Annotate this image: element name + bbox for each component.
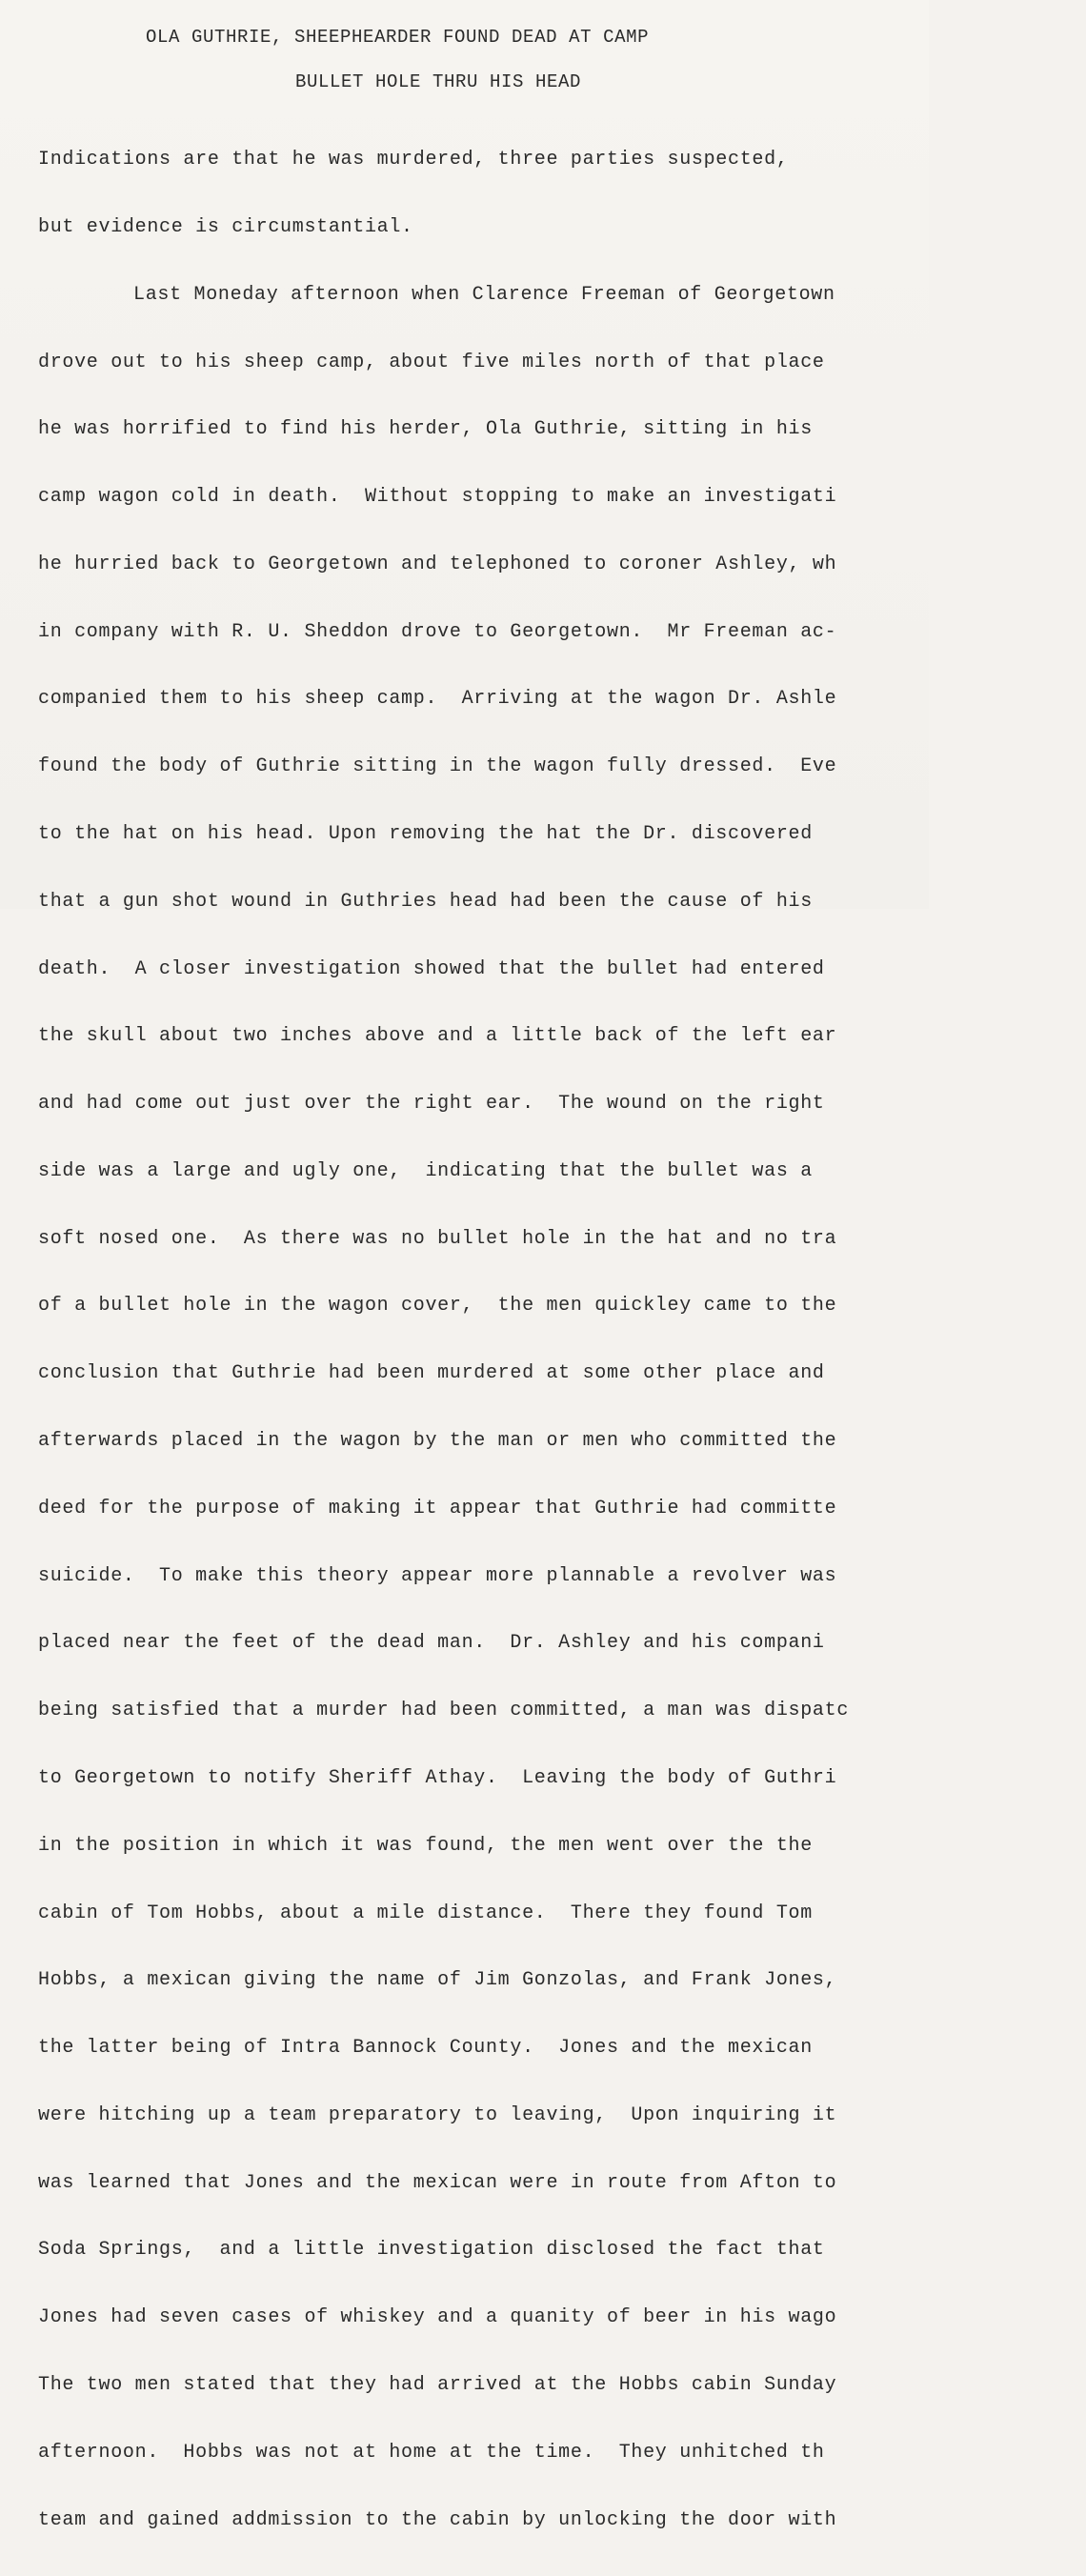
text-line: and had come out just over the right ear. The wound on the right <box>38 1093 825 1116</box>
text-line: afternoon. Hobbs was not at home at the time. They unhitched th <box>38 2441 825 2464</box>
text-line: being satisfied that a murder had been committed, a man was dispatc <box>38 1700 850 1722</box>
text-line: side was a large and ugly one, indicating that the bullet was a <box>38 1159 813 1182</box>
text-line: to the hat on his head. Upon removing the hat the Dr. discovered <box>38 823 813 845</box>
text-line: Jones had seven cases of whiskey and a quanity of beer in his wago <box>38 2306 837 2329</box>
text-line: found the body of Guthrie sitting in the wagon fully dressed. Eve <box>38 755 837 778</box>
text-line: he was horrified to find his herder, Ola Guthrie, sitting in his <box>38 418 813 441</box>
text-line: Last Moneday afternoon when Clarence Freeman of Georgetown <box>133 283 835 306</box>
text-line: companied them to his sheep camp. Arriving at the wagon Dr. Ashle <box>38 688 837 711</box>
text-line: the latter being of Intra Bannock County. Jones and the mexican <box>38 2037 813 2060</box>
text-line: afterwards placed in the wagon by the man or men who committed the <box>38 1430 837 1453</box>
text-line: deed for the purpose of making it appear that Guthrie had committe <box>38 1497 837 1519</box>
text-line: Hobbs, a mexican giving the name of Jim Gonzolas, and Frank Jones, <box>38 1969 837 1992</box>
text-line: cabin of Tom Hobbs, about a mile distance. There they found Tom <box>38 1902 813 1924</box>
text-line: Indications are that he was murdered, three parties suspected, <box>38 149 789 171</box>
text-line: placed near the feet of the dead man. Dr. Ashley and his compani <box>38 1632 825 1655</box>
text-line: death. A closer investigation showed that the bullet had entered <box>38 957 825 980</box>
text-line: of a bullet hole in the wagon cover, the men quickley came to the <box>38 1295 837 1318</box>
article-subheadline: BULLET HOLE THRU HIS HEAD <box>295 71 582 92</box>
text-line: Soda Springs, and a little investigation disclosed the fact that <box>38 2239 825 2262</box>
article-headline: OLA GUTHRIE, SHEEPHEARDER FOUND DEAD AT CAMP <box>146 27 650 48</box>
text-line: conclusion that Guthrie had been murdered at some other place and <box>38 1362 825 1385</box>
text-line: soft nosed one. As there was no bullet hole in the hat and no tra <box>38 1227 837 1250</box>
text-line: to Georgetown to notify Sheriff Athay. Leaving the body of Guthri <box>38 1766 837 1789</box>
text-line: were hitching up a team preparatory to leaving, Upon inquiring it <box>38 2103 837 2126</box>
article-body <box>38 104 1086 2576</box>
text-line: team and gained addmission to the cabin by unlocking the door with <box>38 2508 837 2531</box>
text-line: was learned that Jones and the mexican were in route from Afton to <box>38 2171 837 2194</box>
text-line: in company with R. U. Sheddon drove to Georgetown. Mr Freeman ac- <box>38 620 837 643</box>
text-line: The two men stated that they had arrived at the Hobbs cabin Sunday <box>38 2373 837 2396</box>
text-line: drove out to his sheep camp, about five miles north of that place <box>38 351 825 373</box>
text-line: suicide. To make this theory appear more plannable a revolver was <box>38 1564 837 1587</box>
text-line: camp wagon cold in death. Without stopping to make an investigati <box>38 486 837 509</box>
text-line: but evidence is circumstantial. <box>38 215 413 238</box>
text-line: in the position in which it was found, the men went over the the <box>38 1834 813 1857</box>
text-line: the skull about two inches above and a little back of the left ear <box>38 1025 837 1048</box>
text-line: he hurried back to Georgetown and telephoned to coroner Ashley, wh <box>38 553 837 575</box>
text-line: that a gun shot wound in Guthries head had been the cause of his <box>38 890 813 913</box>
